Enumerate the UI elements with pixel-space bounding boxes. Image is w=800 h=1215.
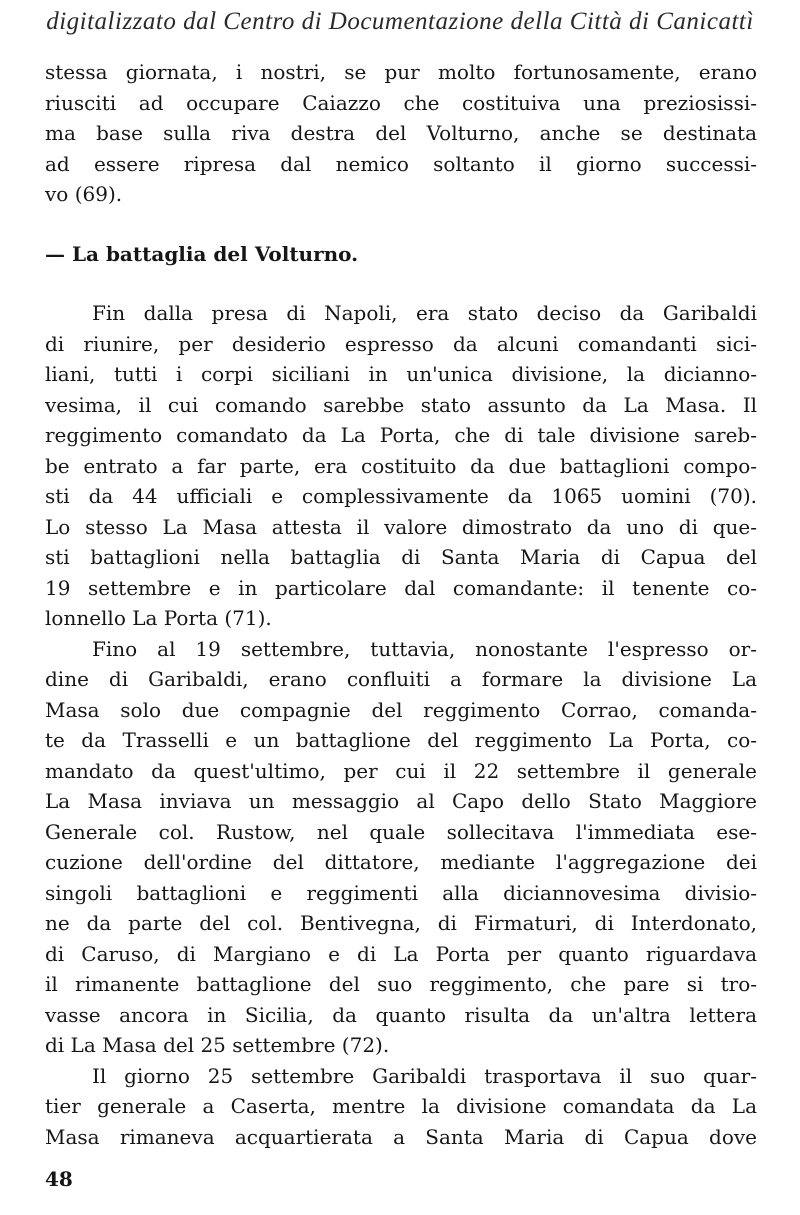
text-line: 19 settembre e in particolare dal comandante: il tenente co- — [45, 575, 757, 600]
paragraph-continuation — [45, 57, 757, 210]
text-line: sti da 44 ufficiali e complessivamente da 1065 uomini (70). — [45, 484, 757, 508]
text-line: Masa rimaneva acquartierata a Santa Maria di Capua dove — [45, 1124, 757, 1149]
text-line: La Masa inviava un messaggio al Capo dello Stato Maggiore — [45, 789, 757, 813]
text-line: singoli battaglioni e reggimenti alla diciannovesima divisio- — [45, 880, 757, 905]
text-line: ma base sulla riva destra del Volturno, anche se destinata — [45, 121, 757, 145]
text-line: reggimento comandato da La Porta, che di tale divisione sareb- — [45, 423, 757, 447]
text-line: Masa solo due compagnie del reggimento Corrao, comanda- — [45, 697, 757, 722]
text-line: mandato da quest'ultimo, per cui il 22 settembre il generale — [45, 758, 757, 783]
paragraph-3 — [45, 1061, 757, 1153]
page-body — [45, 57, 757, 1152]
text-line: Fino al 19 settembre, tuttavia, nonostante l'espresso or- — [92, 636, 757, 661]
section-heading: — La battaglia del Volturno. — [45, 241, 359, 266]
text-line: cuzione dell'ordine del dittatore, mediante l'aggregazione dei — [45, 850, 757, 874]
text-line: Generale col. Rustow, nel quale sollecitava l'immediata ese- — [45, 819, 757, 844]
text-line: di Caruso, di Margiano e di La Porta per quanto riguardava — [45, 941, 757, 966]
text-line: be entrato a far parte, era costituito da due battaglioni compo- — [45, 453, 757, 478]
text-line: dine di Garibaldi, erano confluiti a formare la divisione La — [45, 667, 757, 691]
digitization-watermark: digitalizzato dal Centro di Documentazione della Città di Canicattì — [46, 8, 754, 35]
text-line: ad essere ripresa dal nemico soltanto il giorno successi- — [45, 151, 757, 176]
text-line: Il giorno 25 settembre Garibaldi trasportava il suo quar- — [92, 1063, 757, 1088]
text-line: te da Trasselli e un battaglione del reggimento La Porta, co- — [45, 728, 757, 752]
text-line: liani, tutti i corpi siciliani in un'unica divisione, la dicianno- — [45, 362, 757, 386]
text-line: vo (69). — [45, 182, 123, 206]
text-line: Fin dalla presa di Napoli, era stato deciso da Garibaldi — [92, 301, 757, 325]
text-line: riusciti ad occupare Caiazzo che costituiva una preziosissi- — [45, 90, 757, 115]
text-line: il rimanente battaglione del suo reggimento, che pare si tro- — [45, 972, 757, 996]
text-line: sti battaglioni nella battaglia di Santa Maria di Capua del — [45, 545, 757, 569]
paragraph-2 — [45, 634, 757, 1061]
text-line: di riunire, per desiderio espresso da alcuni comandanti sici- — [45, 331, 757, 356]
text-line: vesima, il cui comando sarebbe stato assunto da La Masa. Il — [45, 392, 757, 417]
text-line: ne da parte del col. Bentivegna, di Firmaturi, di Interdonato, — [45, 911, 757, 935]
page-number: 48 — [45, 1167, 73, 1191]
text-line: lonnello La Porta (71). — [45, 606, 272, 630]
text-line: vasse ancora in Sicilia, da quanto risulta da un'altra lettera — [45, 1002, 757, 1027]
text-line: tier generale a Caserta, mentre la divisione comandata da La — [45, 1094, 757, 1118]
paragraph-1 — [45, 298, 757, 634]
text-line: Lo stesso La Masa attesta il valore dimostrato da uno di que- — [45, 514, 757, 539]
text-line: stessa giornata, i nostri, se pur molto fortunosamente, erano — [45, 60, 757, 84]
text-line: di La Masa del 25 settembre (72). — [45, 1033, 390, 1057]
